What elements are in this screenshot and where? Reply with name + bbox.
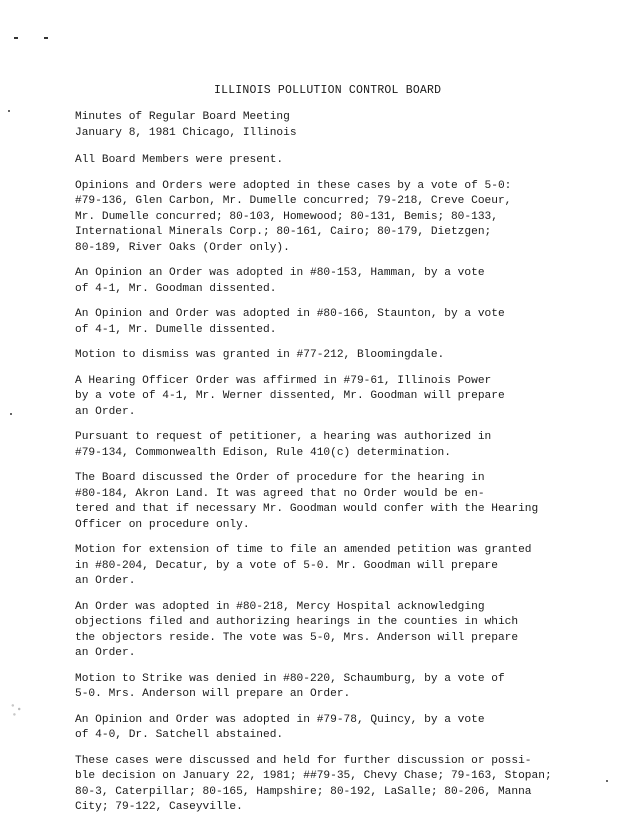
scan-speck <box>8 110 10 112</box>
minutes-paragraph: Pursuant to request of petitioner, a hearing was authorized in #79-134, Commonwealth Edison, Rule 410(c) determination. <box>75 431 492 459</box>
minutes-paragraph: Opinions and Orders were adopted in these cases by a vote of 5-0: #79-136, Glen Carbon, Mr. Dumelle concurred; 79-218, Creve Coeur, Mr. Dumelle concurred; 80-103, Homewood; 80-131, Bemis; 80-133, International Minerals Corp.; 80-161, Cairo; 80-179, Dietzgen; 80-189, River Oaks (Order only). <box>75 179 512 254</box>
minutes-paragraph: These cases were discussed and held for further discussion or possi- ble decision on January 22, 1981; ##79-35, Chevy Chase; 79-163, Stopan; 80-3, Caterpillar; 80-165, Hampshire; 80-192, LaSalle; 80-206, Manna City; 79-122, Caseyville. <box>75 754 552 813</box>
minutes-body <box>75 110 575 826</box>
minutes-paragraph: A Hearing Officer Order was affirmed in #79-61, Illinois Power by a vote of 4-1, Mr. Werner dissented, Mr. Goodman will prepare an Order. <box>75 374 505 418</box>
minutes-paragraph: An Opinion an Order was adopted in #80-153, Hamman, by a vote of 4-1, Mr. Goodman dissented. <box>75 267 485 295</box>
minutes-paragraph: An Order was adopted in #80-218, Mercy Hospital acknowledging objections filed and authorizing hearings in the counties in which the objectors reside. The vote was 5-0, Mrs. Anderson will prepare an Order. <box>75 600 519 659</box>
scan-speck <box>606 780 608 782</box>
minutes-paragraph: The Board discussed the Order of procedure for the hearing in #80-184, Akron Land. It was agreed that no Order would be en- tered and that if necessary Mr. Goodman would confer with the Hearing Officer on procedure only. <box>75 472 539 531</box>
scan-mark <box>14 37 18 39</box>
punch-hole-mark <box>8 700 24 718</box>
minutes-paragraph: Motion to Strike was denied in #80-220, Schaumburg, by a vote of 5-0. Mrs. Anderson will prepare an Order. <box>75 672 505 700</box>
scan-speck <box>10 413 12 415</box>
minutes-paragraph: An Opinion and Order was adopted in #79-78, Quincy, by a vote of 4-0, Dr. Satchell abstained. <box>75 713 485 741</box>
scan-mark <box>44 37 48 39</box>
meeting-header: Minutes of Regular Board Meeting January 8, 1981 Chicago, Illinois <box>75 111 297 139</box>
attendance-paragraph: All Board Members were present. <box>75 154 284 166</box>
minutes-paragraph: Motion for extension of time to file an amended petition was granted in #80-204, Decatur, by a vote of 5-0. Mr. Goodman will prepare an Order. <box>75 544 532 587</box>
document-title: ILLINOIS POLLUTION CONTROL BOARD <box>214 84 442 97</box>
minutes-paragraph: Motion to dismiss was granted in #77-212, Bloomingdale. <box>75 349 445 361</box>
minutes-paragraph: An Opinion and Order was adopted in #80-166, Staunton, by a vote of 4-1, Mr. Dumelle dissented. <box>75 308 505 336</box>
